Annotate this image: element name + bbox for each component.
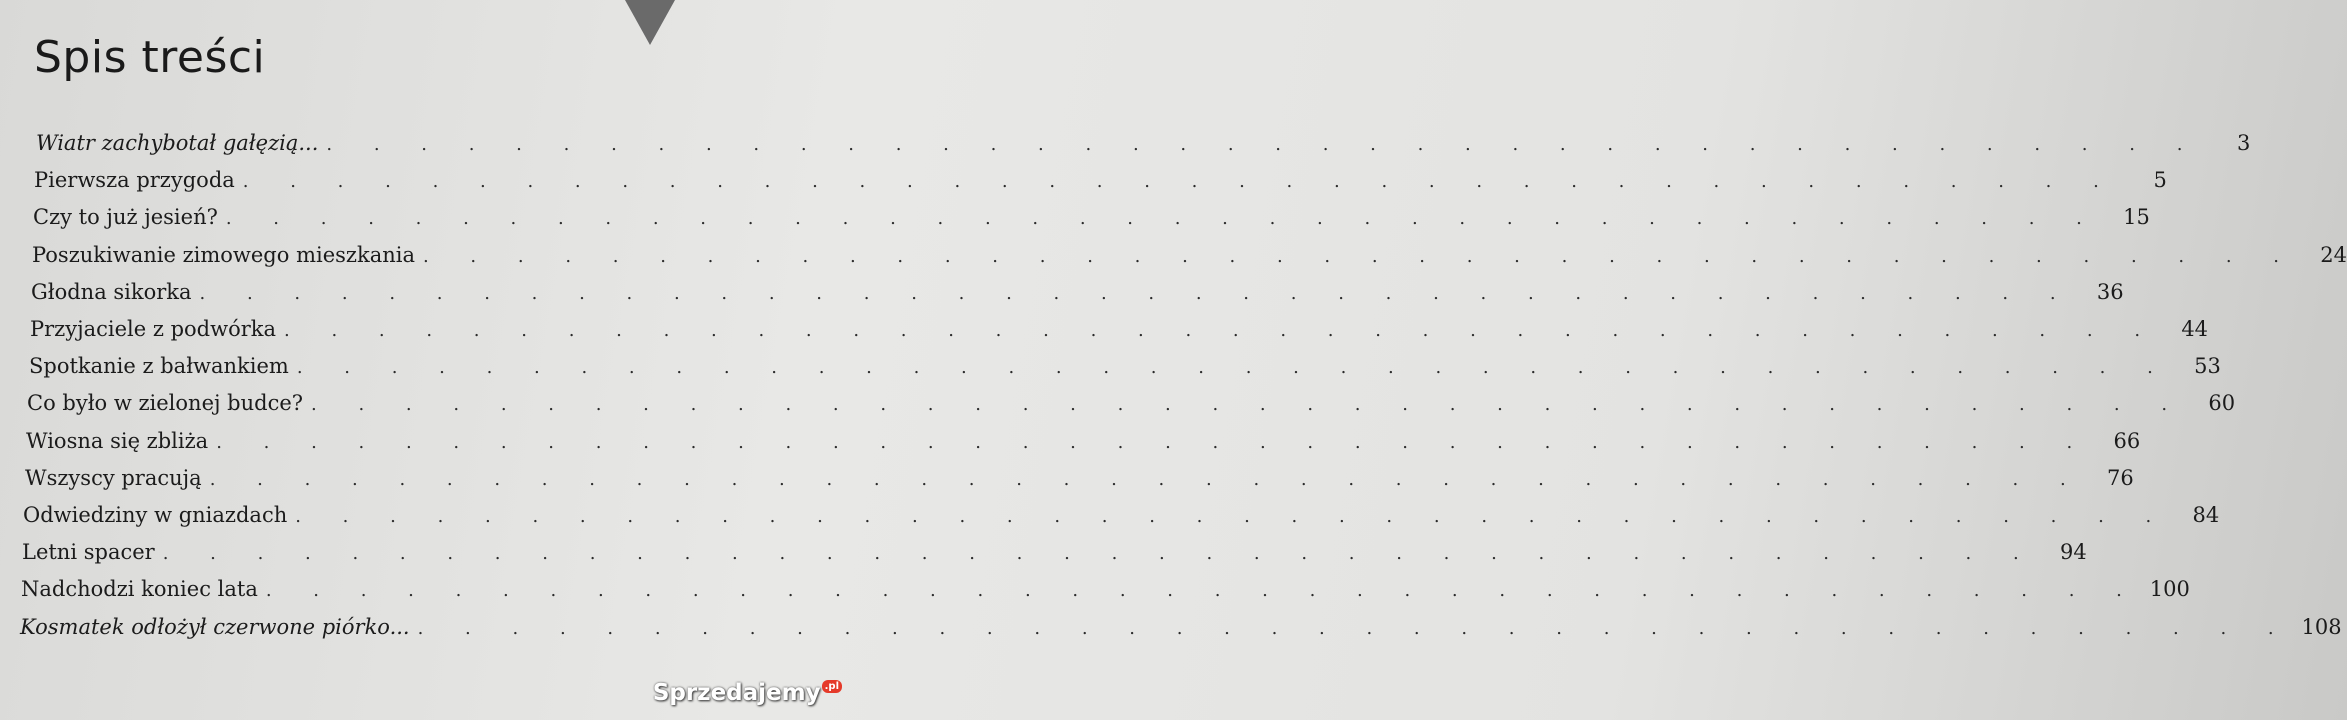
toc-entry bbox=[23, 500, 2220, 530]
toc-entry-title: Wszyscy pracują bbox=[25, 465, 202, 490]
corner-shape bbox=[625, 0, 675, 45]
toc-entry bbox=[21, 574, 2190, 604]
toc-entry bbox=[26, 426, 2141, 456]
toc-entry-title: Spotkanie z bałwankiem bbox=[29, 354, 289, 379]
dot-leader: . . . . . . . . . . . . . . . . . . . . . . . . . . . . . . . . . . . . . . . . bbox=[296, 357, 2171, 379]
toc-entry-page: 53 bbox=[2194, 354, 2221, 379]
toc-entry-page: 76 bbox=[2106, 465, 2134, 490]
page-title: Spis treści bbox=[34, 32, 266, 83]
watermark-text: Sprzedajemy bbox=[652, 680, 821, 706]
dot-leader: . . . . . . . . . . . . . . . . . . . . . . . . . . . . . . . . . . . . . . . . bbox=[326, 134, 2201, 155]
toc-entry-page: 5 bbox=[2153, 168, 2167, 193]
toc-entry bbox=[33, 202, 2150, 232]
toc-entry bbox=[31, 277, 2124, 307]
toc-entry-title: Głodna sikorka bbox=[31, 279, 192, 304]
toc-entry-page: 3 bbox=[2237, 131, 2251, 155]
dot-leader: . . . . . . . . . . . . . . . . . . . . . . . . . . . . . . . . . . . . . . . . bbox=[265, 580, 2140, 602]
toc-entry bbox=[34, 165, 2167, 195]
toc-entry-title: Nadchodzi koniec lata bbox=[21, 577, 258, 602]
toc-entry-page: 84 bbox=[2192, 503, 2220, 527]
toc-entry-title: Kosmatek odłożył czerwone piórko... bbox=[20, 614, 410, 639]
toc-entry-page: 108 bbox=[2301, 614, 2342, 639]
toc-entry bbox=[36, 128, 2251, 158]
toc-entry bbox=[30, 314, 2209, 344]
toc-entry-title: Przyjaciele z podwórka bbox=[30, 317, 277, 341]
toc-entry bbox=[22, 537, 2087, 567]
toc-entry bbox=[25, 463, 2134, 493]
toc-entry-page: 60 bbox=[2208, 391, 2236, 416]
dot-leader: . . . . . . . . . . . . . . . . . . . . . . . . . . . . . . . . . . . . . . . . bbox=[209, 468, 2084, 490]
toc-entry-page: 24 bbox=[2320, 242, 2347, 267]
toc-entry-page: 15 bbox=[2123, 205, 2150, 230]
dot-leader: . . . . . . . . . . . . . . . . . . . . . . . . . . . . . . . . . . . . . . . . bbox=[311, 394, 2186, 416]
dot-leader: . . . . . . . . . . . . . . . . . . . . . . . . . . . . . . . . . . . . . . . . bbox=[422, 245, 2297, 267]
toc-entry-title: Wiatr zachybotał gałęzią... bbox=[36, 131, 319, 155]
toc-entry bbox=[20, 612, 2342, 642]
toc-entry-title: Pierwsza przygoda bbox=[34, 168, 235, 193]
toc-entry-title: Co było w zielonej budce? bbox=[27, 391, 304, 416]
toc-entry-page: 100 bbox=[2149, 577, 2190, 602]
dot-leader: . . . . . . . . . . . . . . . . . . . . . . . . . . . . . . . . . . . . . . . . bbox=[225, 208, 2100, 230]
dot-leader: . . . . . . . . . . . . . . . . . . . . . . . . . . . . . . . . . . . . . . . . bbox=[216, 431, 2091, 453]
toc-entry-title: Letni spacer bbox=[22, 540, 155, 565]
toc-entry-title: Czy to już jesień? bbox=[33, 205, 218, 230]
dot-leader: . . . . . . . . . . . . . . . . . . . . . . . . . . . . . . . . . . . . . . . . bbox=[199, 282, 2074, 304]
toc-entry-title: Wiosna się zbliża bbox=[26, 428, 209, 453]
toc-entry bbox=[32, 240, 2347, 270]
watermark-logo bbox=[653, 680, 842, 706]
toc-entry bbox=[29, 351, 2221, 381]
toc-entry-page: 66 bbox=[2113, 428, 2141, 453]
toc-entry bbox=[27, 388, 2236, 418]
dot-leader: . . . . . . . . . . . . . . . . . . . . . . . . . . . . . . . . . . . . . . . . bbox=[162, 543, 2037, 565]
toc-entry-page: 36 bbox=[2096, 279, 2124, 304]
dot-leader: . . . . . . . . . . . . . . . . . . . . . . . . . . . . . . . . . . . . . . . . bbox=[417, 617, 2292, 639]
toc-entry-page: 94 bbox=[2059, 540, 2087, 565]
dot-leader: . . . . . . . . . . . . . . . . . . . . . . . . . . . . . . . . . . . . . . . . bbox=[242, 171, 2117, 193]
watermark-badge: .pl bbox=[822, 680, 842, 693]
toc-entry-title: Poszukiwanie zimowego mieszkania bbox=[32, 242, 415, 267]
dot-leader: . . . . . . . . . . . . . . . . . . . . . . . . . . . . . . . . . . . . . . . . bbox=[295, 506, 2170, 527]
dot-leader: . . . . . . . . . . . . . . . . . . . . . . . . . . . . . . . . . . . . . . . . bbox=[284, 320, 2159, 341]
toc-entry-page: 44 bbox=[2181, 317, 2209, 341]
toc-entry-title: Odwiedziny w gniazdach bbox=[23, 503, 288, 527]
